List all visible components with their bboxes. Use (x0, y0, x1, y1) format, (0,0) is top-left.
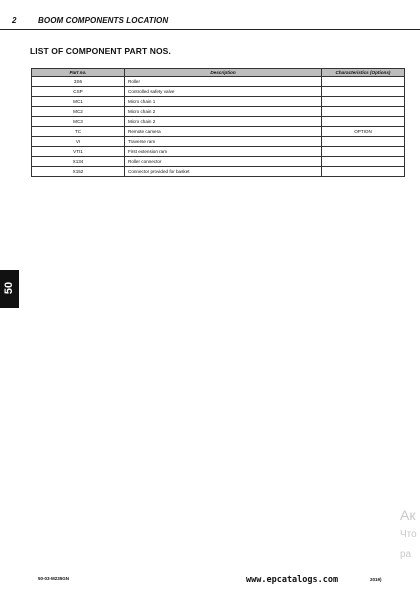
part-no-cell: 3S6 (32, 77, 125, 87)
watermark-line: Что (400, 529, 417, 540)
characteristics-cell (322, 87, 405, 97)
table-row (32, 97, 405, 107)
description-cell: Connector provided for basket (125, 167, 322, 177)
part-no-cell: X134 (32, 157, 125, 167)
part-no-cell: MC2 (32, 107, 125, 117)
header-section-title: BOOM COMPONENTS LOCATION (38, 16, 169, 25)
characteristics-cell (322, 167, 405, 177)
section-side-tab (0, 270, 19, 308)
part-no-cell: X152 (32, 167, 125, 177)
footer-doc-code: 50-03-M235GN (38, 576, 70, 581)
part-no-cell: VI (32, 137, 125, 147)
table-row (32, 167, 405, 177)
description-cell: Traverse ram (125, 137, 322, 147)
characteristics-cell (322, 97, 405, 107)
header-page-number: 2 (12, 16, 17, 25)
characteristics-cell (322, 107, 405, 117)
characteristics-cell (322, 157, 405, 167)
description-cell: Roller connector (125, 157, 322, 167)
description-cell: Remote camera (125, 127, 322, 137)
part-no-cell: TC (32, 127, 125, 137)
table-row (32, 137, 405, 147)
page-header (0, 0, 420, 28)
table-row (32, 107, 405, 117)
footer-website-link[interactable]: www.epcatalogs.com (246, 575, 339, 585)
header-divider (0, 29, 420, 30)
part-no-cell: VTI1 (32, 147, 125, 157)
part-no-cell: MC3 (32, 117, 125, 127)
side-tab-label: 50 (3, 281, 15, 295)
footer-year: 2019) (370, 577, 382, 582)
column-header-description: Description (125, 69, 322, 77)
description-cell: Roller (125, 77, 322, 87)
description-cell: Controlled safety valve (125, 87, 322, 97)
page-title: LIST OF COMPONENT PART NOS. (30, 46, 171, 56)
characteristics-cell (322, 117, 405, 127)
watermark-line: ра (400, 549, 412, 560)
table-row (32, 157, 405, 167)
table-row (32, 147, 405, 157)
part-no-cell: MC1 (32, 97, 125, 107)
description-cell: Micro chain 2 (125, 107, 322, 117)
table-row (32, 127, 405, 137)
description-cell: Micro chain 2 (125, 117, 322, 127)
table-row (32, 117, 405, 127)
part-no-cell: CSP (32, 87, 125, 97)
column-header-characteristics: Characteristics (Options) (322, 69, 405, 77)
characteristics-cell (322, 137, 405, 147)
table-row (32, 87, 405, 97)
characteristics-cell: OPTION (322, 127, 405, 137)
characteristics-cell (322, 147, 405, 157)
description-cell: Micro chain 1 (125, 97, 322, 107)
activation-watermark (400, 505, 420, 565)
table-header-row (32, 69, 405, 77)
characteristics-cell (322, 77, 405, 87)
component-parts-table (31, 68, 405, 177)
description-cell: First extension ram (125, 147, 322, 157)
table-row (32, 77, 405, 87)
column-header-part-no: Part no. (32, 69, 125, 77)
watermark-line: Ак (400, 507, 416, 523)
